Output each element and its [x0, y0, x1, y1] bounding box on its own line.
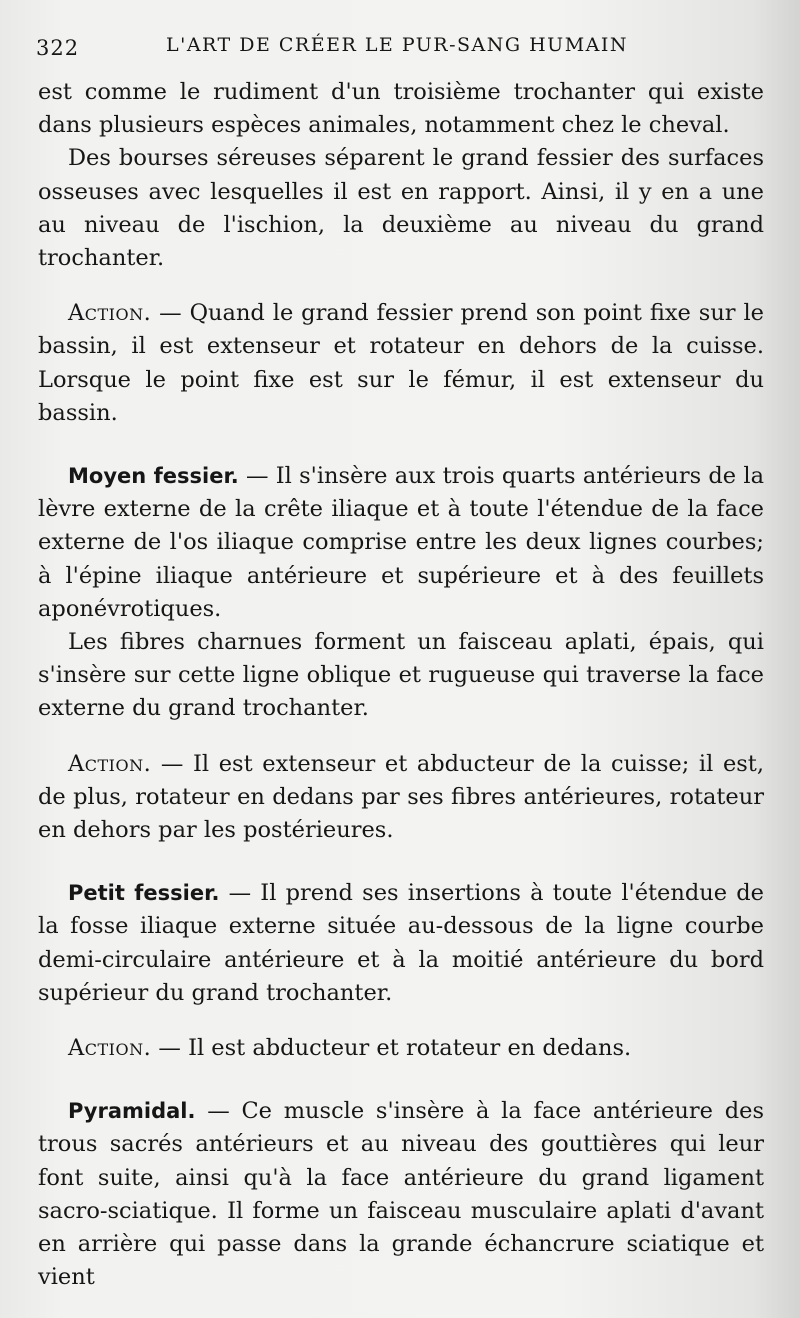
section-heading: Moyen fessier. [68, 464, 239, 489]
paragraph-continuation: est comme le rudiment d'un troisième trochanter qui existe dans plusieurs espèces animales, notamment chez le cheval. [38, 79, 764, 139]
paragraph-action-petit-fessier: Action. — Il est abducteur et rotateur en dedans. [68, 1035, 632, 1062]
paragraph-action-moyen-fessier: Action. — Il est extenseur et abducteur de la cuisse; il est, de plus, rotateur en dedans par ses fibres antérieures, rotateur en dehors par les postérieures. [38, 750, 764, 844]
paragraph-bourses: Des bourses séreuses séparent le grand fessier des surfaces osseuses avec lesquelles il est en rapport. Ainsi, il y en a une au niveau de l'ischion, la deuxième au niveau du grand trochanter. [38, 145, 764, 272]
section-heading: Petit fessier. [68, 881, 220, 906]
action-label: Action. [68, 1035, 152, 1062]
page-number: 322 [36, 36, 80, 60]
running-title: L'ART DE CRÉER LE PUR-SANG HUMAIN [166, 34, 628, 56]
paragraph-fibres: Les fibres charnues forment un faisceau aplati, épais, qui s'insère sur cette ligne oblique et rugueuse qui traverse la face externe du grand trochanter. [38, 629, 764, 722]
section-heading: Pyramidal. [68, 1099, 196, 1124]
page-header [36, 32, 760, 62]
action-label: Action. [68, 300, 152, 327]
page-body [38, 76, 764, 1295]
action-label: Action. [68, 750, 152, 777]
paragraph-petit-fessier: Petit fessier. — Il prend ses insertions à toute l'étendue de la fosse iliaque externe située au-dessous de la ligne courbe demi-circulaire antérieure et à la moitié antérieure du bord supérieur du grand trochanter. [38, 880, 764, 1006]
paragraph-moyen-fessier: Moyen fessier. — Il s'insère aux trois quarts antérieurs de la lèvre externe de la crête iliaque et à toute l'étendue de la face externe de l'os iliaque comprise entre les deux lignes courbes; à l'épine iliaque antérieure et supérieure et à des feuillets aponévrotiques. [38, 463, 764, 622]
paragraph-pyramidal: Pyramidal. — Ce muscle s'insère à la face antérieure des trous sacrés antérieurs et au niveau des gouttières qui leur font suite, ainsi qu'à la face antérieure du grand ligament sacro-sciatique. Il forme un faisceau musculaire aplati d'avant en arrière qui passe dans la grande échancrure sciatique et vient [38, 1098, 764, 1291]
paragraph-action-grand-fessier: Action. — Quand le grand fessier prend son point fixe sur le bassin, il est extenseur et rotateur en dehors de la cuisse. Lorsque le point fixe est sur le fémur, il est extenseur du bassin. [38, 300, 764, 426]
